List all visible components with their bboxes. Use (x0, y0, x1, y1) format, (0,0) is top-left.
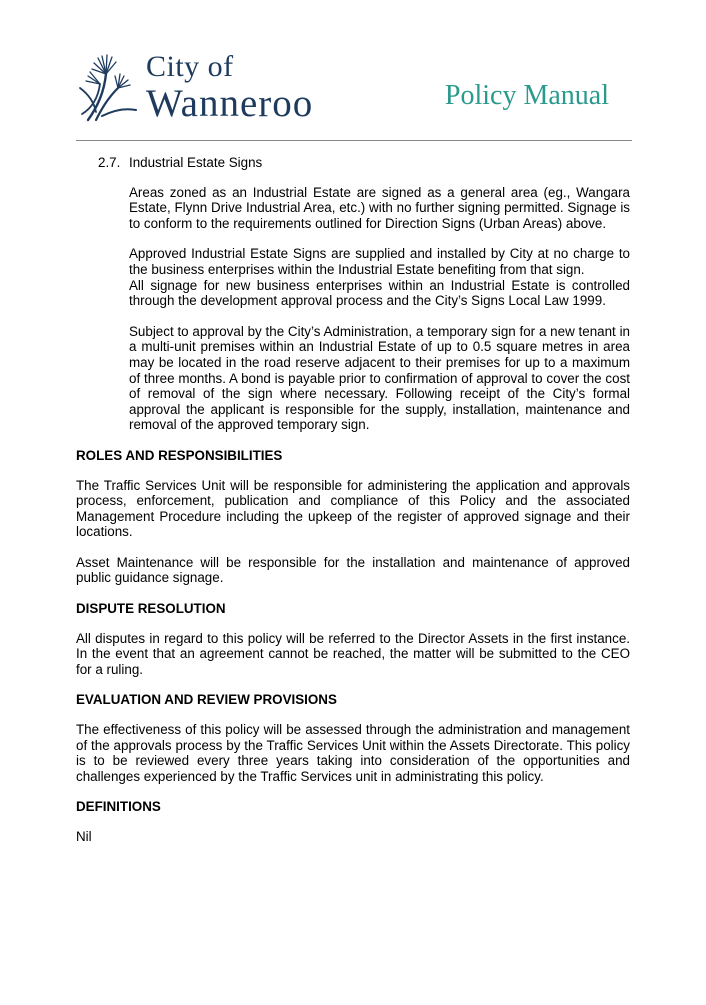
section-title: Industrial Estate Signs (129, 155, 263, 170)
paragraph: All disputes in regard to this policy will be referred to the Director Assets in the first instance. In the event that an agreement cannot be reached, the matter will be submitted to the CEO for a ruling. (76, 630, 630, 677)
document-body (76, 155, 630, 860)
header-divider (76, 140, 632, 141)
paragraph: The effectiveness of this policy will be assessed through the administration and management of the approvals process by the Traffic Services Unit within the Assets Directorate. This policy is to be reviewed every three years taking into consideration of the opportunities and challenges experienced by the Traffic Services unit in administrating this policy. (76, 722, 630, 784)
document-type-title: Policy Manual (444, 80, 609, 111)
paragraph: All signage for new business enterprises within an Industrial Estate is controlled through the development approval process and the City’s Signs Local Law 1999. (129, 277, 630, 309)
paragraph: The Traffic Services Unit will be responsible for administering the application and approvals process, enforcement, publication and compliance of this Policy and the associated Management Procedure including the upkeep of the register of approved signage and their locations. (76, 477, 630, 540)
section-number: 2.7. (98, 155, 121, 170)
roles-heading: ROLES AND RESPONSIBILITIES (76, 447, 283, 463)
logo-text-city-of: City of (146, 50, 234, 83)
paragraph: Subject to approval by the City’s Administration, a temporary sign for a new tenant in a multi-unit premises within an Industrial Estate of up to 0.5 square metres in area may be located in the road reserve adjacent to their premises for up to a maximum of three months. A bond is payable prior to confirmation of approval to cover the cost of removal of the sign where necessary. Following receipt of the City’s formal approval the applicant is responsible for the supply, installation, maintenance and removal of the approved temporary sign. (129, 323, 630, 433)
paragraph: Areas zoned as an Industrial Estate are signed as a general area (eg., Wangara Estate, Flynn Drive Industrial Area, etc.) with no further signing permitted. Signage is to conform to the requirements outlined for Direction Signs (Urban Areas) above. (129, 184, 630, 231)
paragraph: Nil (76, 829, 92, 844)
definitions-heading: DEFINITIONS (76, 799, 161, 815)
paragraph: Approved Industrial Estate Signs are supplied and installed by City at no charge to the business enterprises within the Industrial Estate benefiting from that sign. (129, 246, 630, 277)
evaluation-heading: EVALUATION AND REVIEW PROVISIONS (76, 692, 337, 708)
city-of-wanneroo-logo-icon (78, 54, 140, 122)
dispute-heading: DISPUTE RESOLUTION (76, 601, 226, 617)
section-2-7-body (129, 185, 630, 433)
section-2-7-heading (98, 155, 630, 171)
paragraph: Asset Maintenance will be responsible for the installation and maintenance of approved public guidance signage. (76, 554, 630, 586)
logo-text-wanneroo: Wanneroo (146, 82, 314, 125)
page-header (0, 0, 706, 142)
